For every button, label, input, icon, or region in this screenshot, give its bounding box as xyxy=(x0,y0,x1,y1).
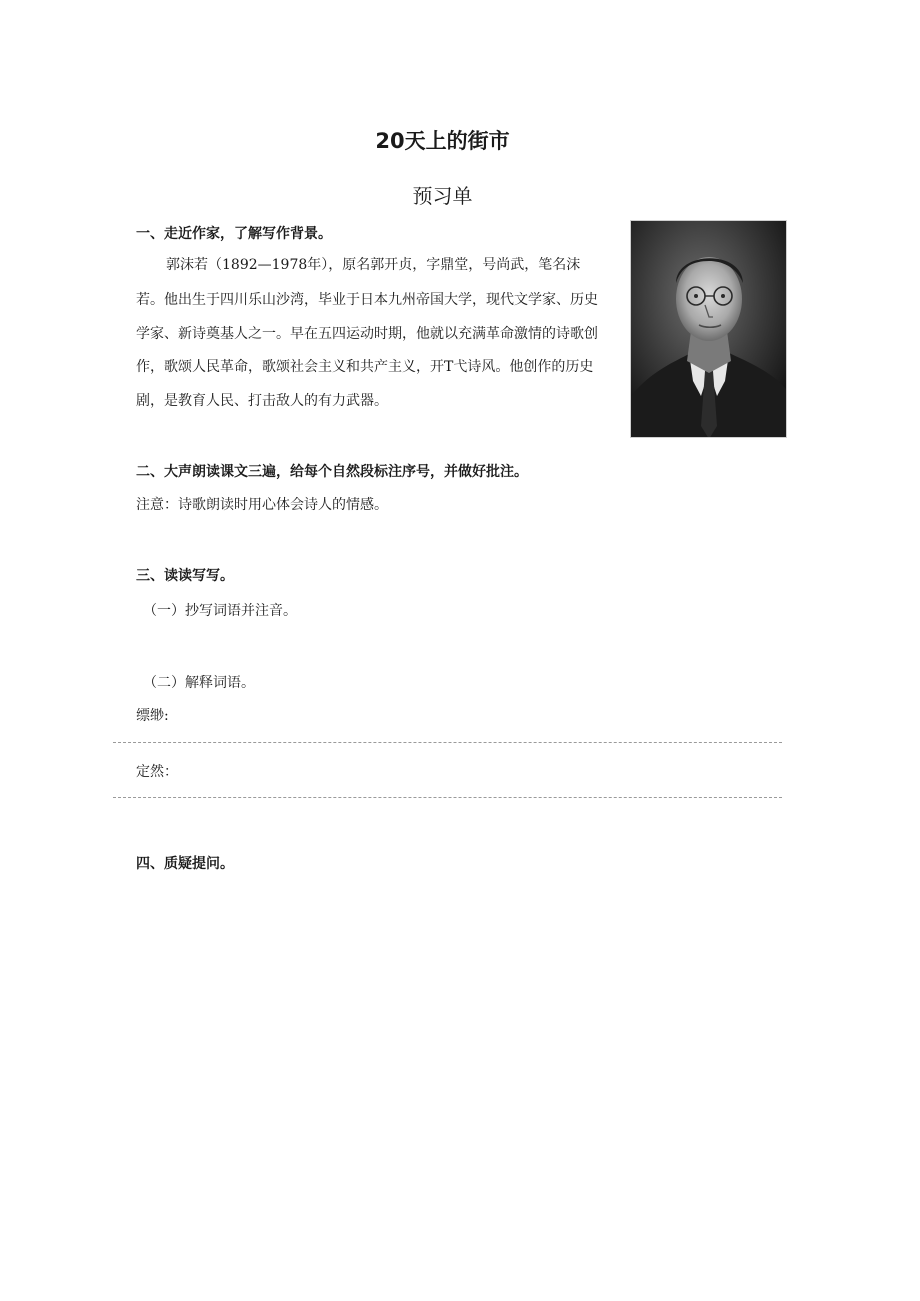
section-1-heading: 一、走近作家，了解写作背景。 xyxy=(136,226,332,242)
author-bio-line-1: 郭沫若（1892—1978年），原名郭开贞，字鼎堂，号尚武，笔名沫 xyxy=(166,257,581,273)
copy-words-instruction: （一）抄写词语并注音。 xyxy=(143,603,297,619)
section-3-heading: 三、读读写写。 xyxy=(136,568,234,584)
section-2-heading: 二、大声朗读课文三遍，给每个自然段标注序号，并做好批注。 xyxy=(136,464,528,480)
explain-words-instruction: （二）解释词语。 xyxy=(143,675,255,691)
term-piaomiao-label: 缥缈: xyxy=(136,708,169,724)
author-bio-line-4: 作，歌颂人民革命，歌颂社会主义和共产主义，开T弋诗风。他创作的历史 xyxy=(136,359,594,375)
page-subtitle: 预习单 xyxy=(412,184,473,208)
answer-line-2[interactable] xyxy=(113,797,782,798)
page-title: 20天上的街市 xyxy=(375,129,510,153)
author-bio-line-3: 学家、新诗奠基人之一。早在五四运动时期，他就以充满革命激情的诗歌创 xyxy=(136,326,598,342)
author-bio-line-5: 剧，是教育人民、打击敌人的有力武器。 xyxy=(136,393,388,409)
author-portrait-photo xyxy=(630,220,787,438)
section-4-heading: 四、质疑提问。 xyxy=(136,856,234,872)
reading-note: 注意：诗歌朗读时用心体会诗人的情感。 xyxy=(136,497,388,513)
term-dingran-label: 定然： xyxy=(136,764,178,780)
answer-line-1[interactable] xyxy=(113,742,782,743)
author-bio-line-2: 若。他出生于四川乐山沙湾，毕业于日本九州帝国大学，现代文学家、历史 xyxy=(136,292,598,308)
